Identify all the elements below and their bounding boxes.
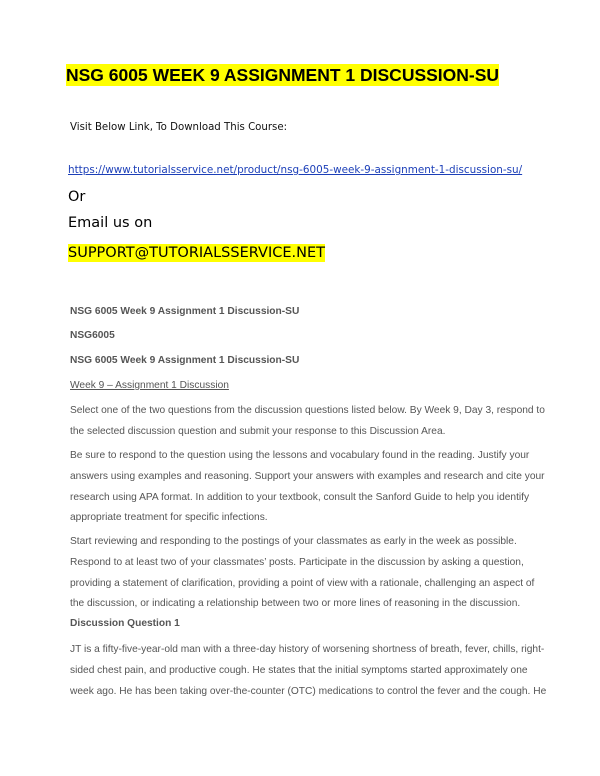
assignment-link[interactable]: Week 9 – Assignment 1 Discussion — [70, 380, 229, 391]
paragraph-case — [70, 640, 545, 702]
or-text: Or — [68, 189, 86, 205]
text-line: the discussion, or indicating a relationship between two or more lines of reasoning in the discussion. — [70, 598, 521, 610]
text-line: the selected discussion question and submit your response to this Discussion Area. — [70, 425, 446, 437]
section-subheading: NSG 6005 Week 9 Assignment 1 Discussion-SU — [70, 355, 300, 366]
email-label: Email us on — [68, 215, 153, 231]
text-line: appropriate treatment for specific infections. — [70, 512, 268, 524]
paragraph-instructions — [70, 401, 545, 443]
text-line: providing a statement of clarification, providing a point of view with a rationale, challenging an aspect of — [70, 577, 535, 589]
text-line: week ago. He has been taking over-the-counter (OTC) medications to control the fever and the cough. He — [70, 685, 547, 697]
text-line: research using APA format. In addition to your textbook, consult the Sanford Guide to help you identify — [70, 491, 530, 503]
course-code: NSG6005 — [70, 330, 115, 341]
text-line: Be sure to respond to the question using the lessons and vocabulary found in the reading. Justify your — [70, 450, 530, 461]
title-highlight: NSG 6005 WEEK 9 ASSIGNMENT 1 DISCUSSION-SU — [66, 65, 500, 85]
visit-instruction: Visit Below Link, To Download This Course: — [70, 122, 288, 133]
section-heading: NSG 6005 Week 9 Assignment 1 Discussion-SU — [70, 306, 300, 317]
course-download-link[interactable]: https://www.tutorialsservice.net/product/nsg-6005-week-9-assignment-1-discussion-su/ — [68, 164, 523, 176]
text-line: JT is a fifty-five-year-old man with a three-day history of worsening shortness of breath, fever, chills, right- — [70, 644, 545, 655]
document-title — [66, 65, 499, 86]
text-line: Respond to at least two of your classmates’ posts. Participate in the discussion by asking a question, — [70, 556, 524, 568]
paragraph-requirements — [70, 446, 545, 529]
paragraph-participation — [70, 532, 545, 615]
support-email — [68, 245, 325, 261]
support-email-highlight: SUPPORT@TUTORIALSSERVICE.NET — [68, 245, 325, 261]
text-line: Select one of the two questions from the discussion questions listed below. By Week 9, Day 3, respond to — [70, 405, 545, 416]
text-line: answers using examples and reasoning. Support your answers with examples and research and cite your — [70, 470, 545, 482]
question-heading: Discussion Question 1 — [70, 618, 180, 629]
text-line: Start reviewing and responding to the postings of your classmates as early in the week as possible. — [70, 536, 517, 547]
text-line: sided chest pain, and productive cough. He states that the initial symptoms started approximately one — [70, 664, 528, 676]
